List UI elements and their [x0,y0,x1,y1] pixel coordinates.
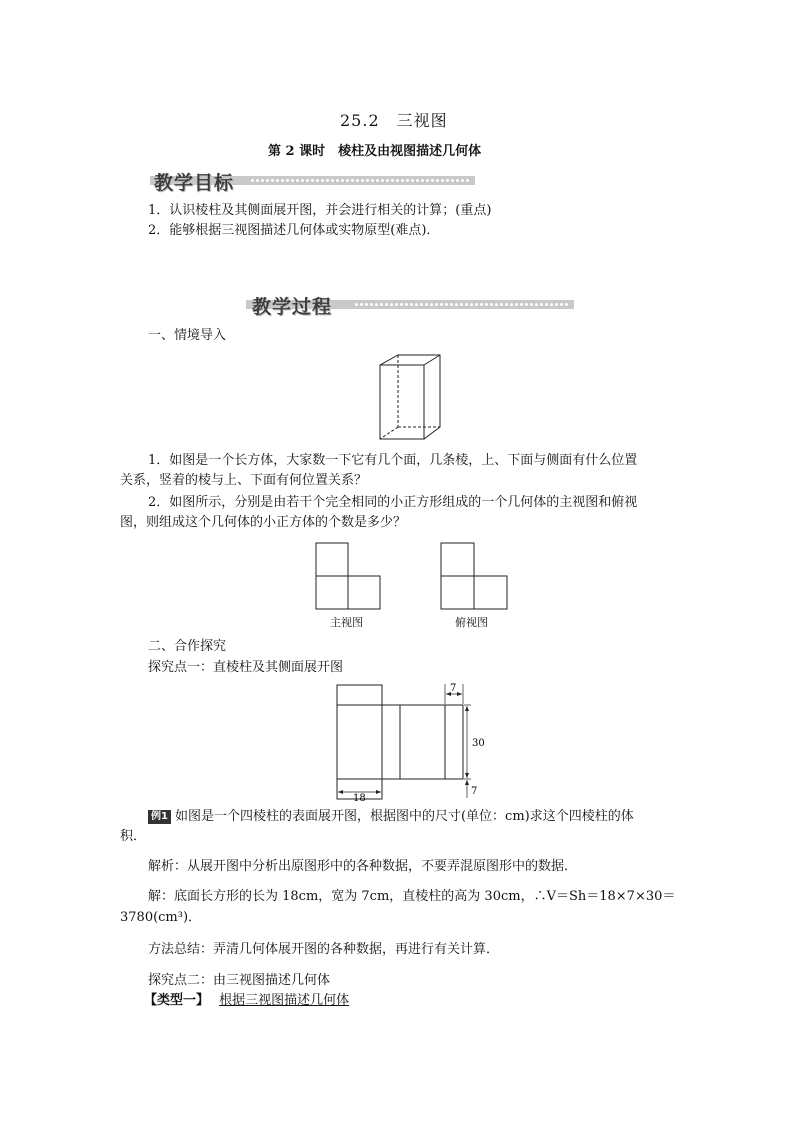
goals-section-bar [150,171,475,193]
cuboid-visible-edges [380,355,440,439]
exploration-point-2: 探究点二：由三视图描述几何体 [148,973,331,988]
goal-item-1: 1．认识棱柱及其侧面展开图，并会进行相关的计算；(重点) [148,203,492,218]
question2-line1: 2．如图所示，分别是由若干个完全相同的小正方形组成的一个几何体的主视图和俯视 [148,495,638,510]
question2-line2: 图，则组成这个几何体的小正方体的个数是多少？ [120,515,407,530]
solution-line2: 3780(cm³)． [120,910,202,925]
goal-item-2: 2．能够根据三视图描述几何体或实物原型(难点)． [148,223,440,238]
prism-net-figure [330,680,495,802]
net-label-bottom-small: 7 [471,786,478,797]
top-view-figure [440,542,508,610]
type1-tag: 【类型一】 [144,993,210,1008]
type1-title: 根据三视图描述几何体 [219,993,350,1008]
cuboid-front-face [380,365,424,439]
question1-line1: 1．如图是一个长方体，大家数一下它有几个面，几条棱，上、下面与侧面有什么位置 [148,453,638,468]
front-view-caption: 主视图 [330,616,363,629]
front-view-figure [315,542,381,610]
solution-line1: 解：底面长方形的长为 18cm，宽为 7cm，直棱柱的高为 30cm，∴V＝Sh＝18×7×30＝ [148,889,676,904]
top-view-caption: 俯视图 [455,616,488,629]
net-side-face-1 [337,705,382,779]
net-label-base-length: 18 [353,793,366,802]
exploration-point-1: 探究点一：直棱柱及其侧面展开图 [148,660,344,675]
analysis-text: 解析：从展开图中分析出原图形中的各种数据，不要弄混原图形中的数据． [148,859,578,874]
lesson-title: 25.2 三视图 [340,111,448,130]
example-line2: 积． [120,829,147,844]
process-bar-dots [354,303,569,306]
net-side-face-3 [400,705,445,779]
cuboid-hidden-edges [380,355,440,439]
net-side-face-2 [382,705,400,779]
example-line1 [148,806,634,828]
process-heading: 教学过程 [252,296,333,318]
goals-bar-dots [250,179,470,182]
method-summary: 方法总结：弄清几何体展开图的各种数据，再进行有关计算． [148,942,500,957]
part1-heading: 一、情境导入 [148,328,227,343]
type1-heading [144,990,349,1012]
net-label-top-width: 7 [450,683,457,694]
cuboid-top-edge [424,355,440,365]
process-section-bar [246,295,574,317]
example-badge: 例1 [148,810,171,824]
net-top-face [337,685,382,705]
net-label-height: 30 [472,738,485,749]
net-side-face-4 [445,705,463,779]
lesson-subtitle: 第 2 课时 棱柱及由视图描述几何体 [268,144,482,159]
goals-heading: 教学目标 [154,172,235,194]
question1-line2: 关系，竖着的棱与上、下面有何位置关系？ [120,473,368,488]
part2-heading: 二、合作探究 [148,639,227,654]
example-text-1: 如图是一个四棱柱的表面展开图，根据图中的尺寸(单位：cm)求这个四棱柱的体 [174,809,634,824]
cuboid-figure [378,353,444,441]
